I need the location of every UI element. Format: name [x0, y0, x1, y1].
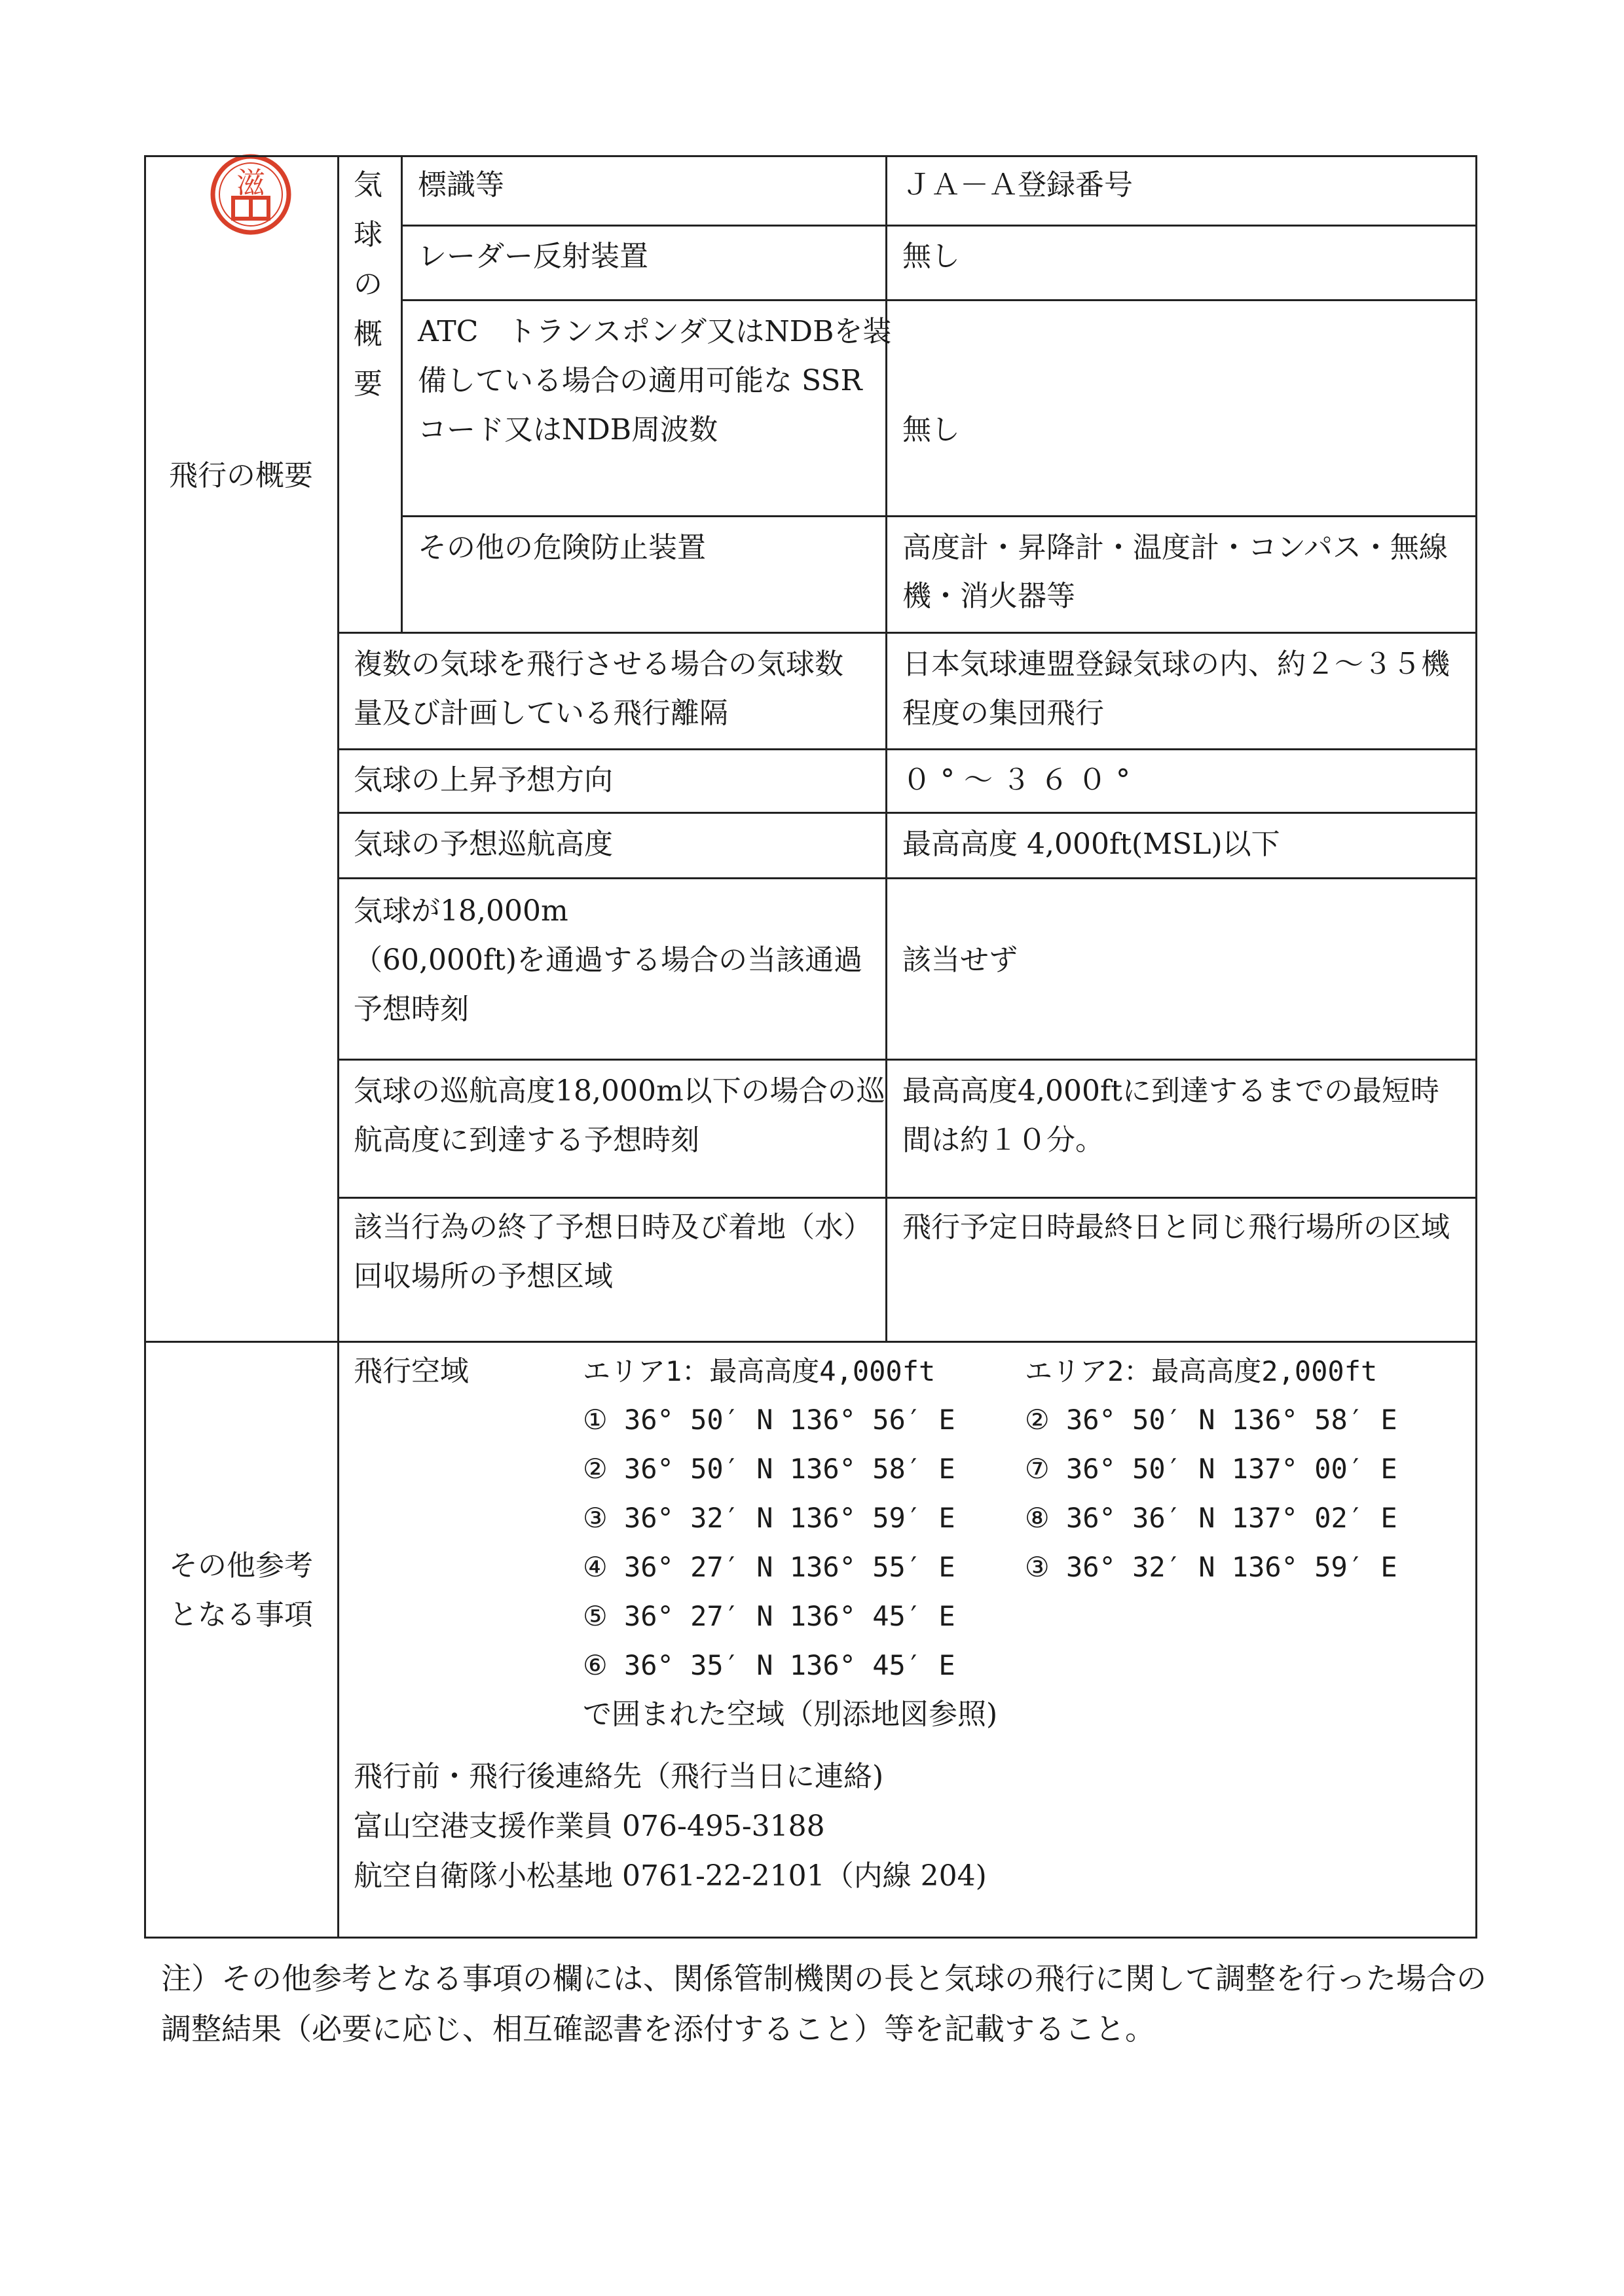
group-label-char: 球: [354, 218, 382, 251]
contact-line: 航空自衛隊小松基地 0761-22-2101（内線 204): [354, 1859, 987, 1893]
group-label-char: 気: [354, 168, 382, 202]
row-label-line: 航高度に到達する予想時刻: [354, 1123, 699, 1157]
section-label-flight-overview: 飛行の概要: [169, 459, 313, 492]
red-seal-stamp: [208, 152, 293, 237]
area1-point: ⑥ 36° 35′ N 136° 45′ E: [583, 1649, 955, 1681]
svg-text:滋: 滋: [236, 166, 265, 200]
area1-point: ③ 36° 32′ N 136° 59′ E: [583, 1502, 955, 1534]
area2-point: ② 36° 50′ N 136° 58′ E: [1025, 1404, 1397, 1436]
group-label-char: の: [354, 268, 382, 301]
area2-point: ③ 36° 32′ N 136° 59′ E: [1025, 1551, 1397, 1583]
group-label-char: 概: [354, 318, 382, 351]
row-label-line: 予想時刻: [354, 993, 469, 1026]
contact-line: 富山空港支援作業員 076-495-3188: [354, 1810, 825, 1843]
row-value-line: 日本気球連盟登録気球の内、約２～３５機: [902, 647, 1450, 681]
row-label-line: （60,000ft)を通過する場合の当該通過: [354, 943, 863, 977]
row-label: 気球の上昇予想方向: [354, 763, 613, 797]
area1-point: ② 36° 50′ N 136° 58′ E: [583, 1453, 955, 1485]
area1-title: エリア1：最高高度4,000ft: [583, 1355, 936, 1387]
area1-point: ① 36° 50′ N 136° 56′ E: [583, 1404, 955, 1436]
row-label-line: ATC トランスポンダ又はNDBを装: [418, 315, 892, 348]
row-value: 最高高度 4,000ft(MSL)以下: [902, 828, 1280, 861]
row-value: 飛行予定日時最終日と同じ飛行場所の区域: [902, 1211, 1450, 1244]
row-value: 無し: [902, 413, 960, 446]
area2-point: ⑦ 36° 50′ N 137° 00′ E: [1025, 1453, 1397, 1485]
row-value: 該当せず: [902, 943, 1018, 977]
row-label-line: 該当行為の終了予想日時及び着地（水）: [354, 1211, 872, 1244]
footnote-line: 注）その他参考となる事項の欄には、関係管制機関の長と気球の飛行に関して調整を行った場合の: [161, 1961, 1486, 1996]
area2-title: エリア2：最高高度2,000ft: [1025, 1355, 1378, 1387]
row-label-line: コード又はNDB周波数: [418, 413, 718, 446]
row-label-line: 量及び計画している飛行離隔: [354, 697, 728, 730]
row-value-line: 程度の集団飛行: [902, 697, 1104, 730]
row-label-line: 備している場合の適用可能な SSR: [418, 364, 862, 397]
row-label: その他の危険防止装置: [418, 531, 706, 564]
row-label-line: 気球の巡航高度18,000m以下の場合の巡: [354, 1074, 885, 1108]
enclosed-airspace-note: で囲まれた空域（別添地図参照): [583, 1698, 998, 1731]
contact-line: 飛行前・飛行後連絡先（飛行当日に連絡): [354, 1760, 884, 1793]
row-value-line: 高度計・昇降計・温度計・コンパス・無線: [902, 531, 1448, 564]
row-value-line: 機・消火器等: [902, 579, 1075, 613]
row-label-line: 複数の気球を飛行させる場合の気球数: [354, 647, 843, 681]
area2-point: ⑧ 36° 36′ N 137° 02′ E: [1025, 1502, 1397, 1534]
row-value-line: 最高高度4,000ftに到達するまでの最短時: [902, 1074, 1439, 1108]
area1-point: ⑤ 36° 27′ N 136° 45′ E: [583, 1600, 955, 1632]
row-label-line: 回収場所の予想区域: [354, 1260, 613, 1293]
section-label-other-line: その他参考: [169, 1549, 313, 1582]
row-label: 気球の予想巡航高度: [354, 828, 613, 861]
row-label: 標識等: [418, 168, 504, 202]
row-value: 無し: [902, 240, 960, 273]
row-label: レーダー反射装置: [418, 240, 648, 273]
section-label-other-line: となる事項: [169, 1598, 313, 1631]
area1-point: ④ 36° 27′ N 136° 55′ E: [583, 1551, 955, 1583]
row-label-line: 気球が18,000m: [354, 894, 568, 928]
row-value-line: 間は約１０分。: [902, 1123, 1104, 1157]
group-label-char: 要: [354, 367, 382, 401]
airspace-label: 飛行空域: [354, 1355, 469, 1388]
row-value: ＪＡ－Ａ登録番号: [902, 168, 1133, 202]
row-value: ０°～３６０°: [902, 763, 1139, 797]
footnote-line: 調整結果（必要に応じ、相互確認書を添付すること）等を記載すること。: [161, 2011, 1155, 2047]
